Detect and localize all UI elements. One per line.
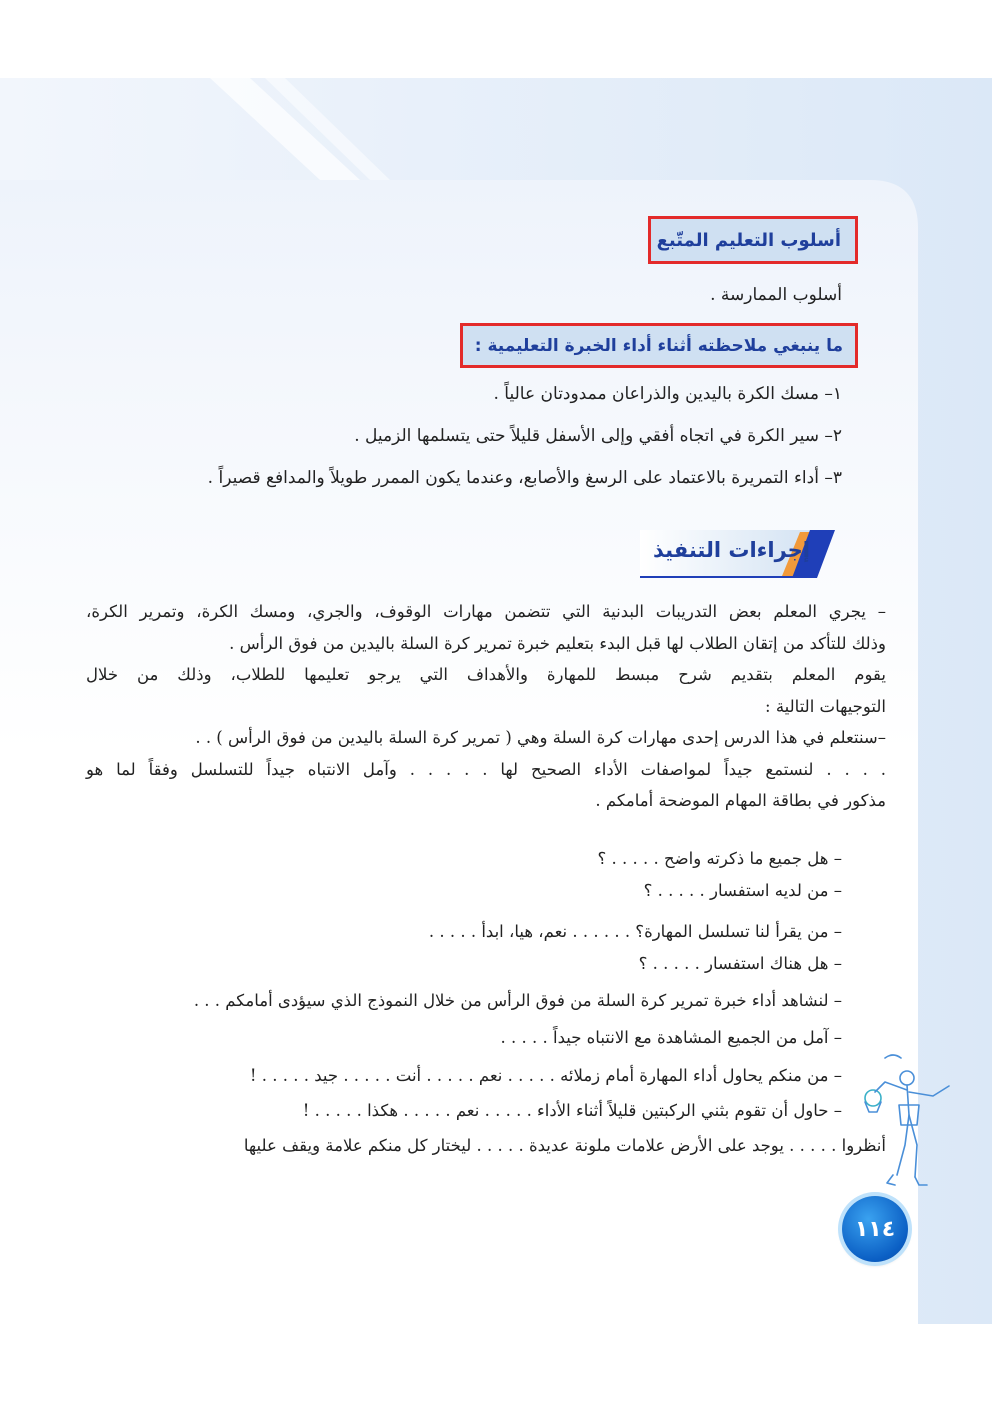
text-line: التوجيهات التالية : xyxy=(765,696,886,716)
text-line: –سنتعلم في هذا الدرس إحدى مهارات كرة السلة وهي ( تمرير كرة السلة باليدين من فوق الرأس ) . . xyxy=(195,728,886,747)
observation-item: ٣– أداء التمريرة بالاعتماد على الرسغ والأصابع، وعندما يكون الممرر طويلاً والمدافع قصيراً . xyxy=(207,468,842,488)
dialogue-line: – آمل من الجميع المشاهدة مع الانتباه جيداً . . . . . xyxy=(500,1028,842,1047)
observation-item: ١– مسك الكرة باليدين والذراعان ممدودتان عالياً . xyxy=(493,384,842,404)
observation-item: ٢– سير الكرة في اتجاه أفقي وإلى الأسفل قليلاً حتى يتسلمها الزميل . xyxy=(354,426,842,446)
dialogue-line: – هل جميع ما ذكرته واضح . . . . . ؟ xyxy=(597,849,842,868)
observations-header xyxy=(460,323,858,368)
text-line: . . . . لنستمع جيداً لمواصفات الأداء الصحيح لها . . . . . وآمل الانتباه جيداً للتسلسل وفقاً لما هو xyxy=(86,759,886,779)
last-text-line: أنظروا . . . . . يوجد على الأرض علامات ملونة عديدة . . . . . ليختار كل منكم علامة ويقف عليها xyxy=(243,1136,886,1155)
dialogue-line: – من منكم يحاول أداء المهارة أمام زملائه . . . . . نعم . . . . . أنت . . . . . جيد . . . . . ! xyxy=(249,1066,842,1085)
dialogue-line: – هل هناك استفسار . . . . . ؟ xyxy=(638,954,842,973)
dialogue-line: – حاول أن تقوم بثني الركبتين قليلاً أثناء الأداء . . . . . نعم . . . . . هكذا . . . . . ! xyxy=(302,1101,842,1120)
dialogue-line: – من لديه استفسار . . . . . ؟ xyxy=(643,881,842,900)
procedures-title: إجراءات التنفيذ xyxy=(653,538,810,562)
teaching-method-title: أسلوب التعليم المتّبع xyxy=(656,229,841,251)
method-line: أسلوب الممارسة . xyxy=(710,285,842,305)
basketball-player-illustration xyxy=(855,1050,965,1200)
text-line: وذلك للتأكد من إتقان الطلاب لها قبل البدء بتعليم خبرة تمرير كرة السلة باليدين من فوق الرأس . xyxy=(229,633,886,653)
dialogue-line: – لنشاهد أداء خبرة تمرير كرة السلة من فوق الرأس من خلال النموذج الذي سيؤدى أمامكم . . . xyxy=(193,991,842,1010)
text-line: يقوم المعلم بتقديم شرح مبسط للمهارة والأهداف التي يرجو تعليمها للطلاب، وذلك من خلال xyxy=(86,665,886,684)
observations-title: ما ينبغي ملاحظته أثناء أداء الخبرة التعليمية : xyxy=(474,335,843,356)
text-line: مذكور في بطاقة المهام الموضحة أمامكم . xyxy=(595,791,886,810)
procedures-paragraph xyxy=(86,596,886,817)
teaching-method-header xyxy=(648,216,858,264)
page-number: ١١٤ xyxy=(854,1216,896,1242)
text-line: – يجري المعلم بعض التدريبات البدنية التي تتضمن مهارات الوقوف، والجري، ومسك الكرة، وتمرير الكرة، xyxy=(86,602,886,621)
dialogue-line: – من يقرأ لنا تسلسل المهارة؟ . . . . . . نعم، هيا، ابدأ . . . . . xyxy=(428,922,842,941)
page-number-badge xyxy=(842,1196,908,1262)
